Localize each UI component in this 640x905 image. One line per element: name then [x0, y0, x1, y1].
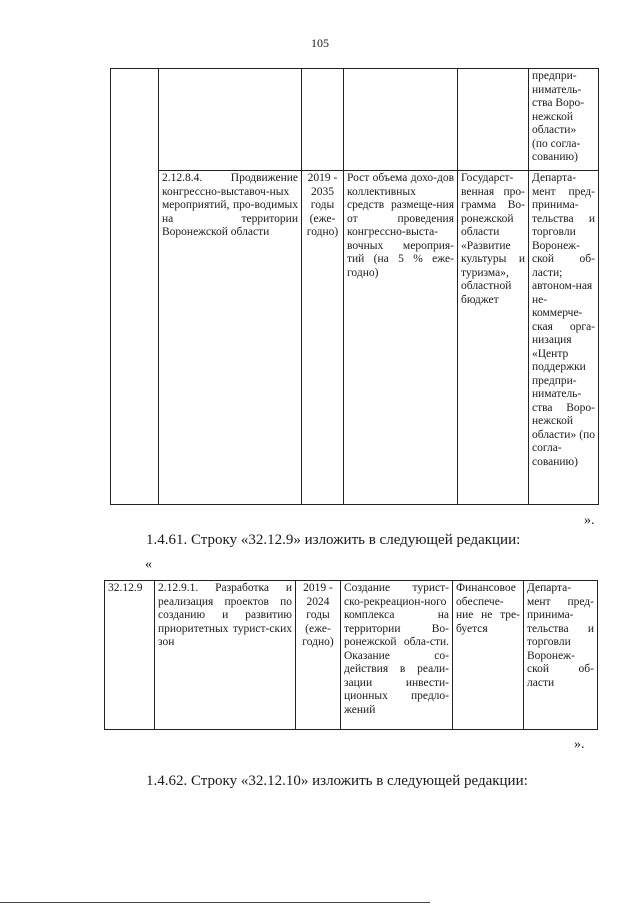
- table-cell-responsible: Департа-мент пред-принима-тельства и торговли Воронеж-ской об-ласти; автоном-ная не-коммерче-ская орга-низация «Центр поддержки предпри-ниматель-ства Воро-нежской области» (по согла-сованию): [529, 171, 599, 505]
- table-cell-financing: Государст-венная про-грамма Во-ронежской области «Развитие культуры и туризма», областной бюджет: [458, 171, 529, 505]
- table-cell: [458, 69, 529, 171]
- closing-quote: ».: [584, 513, 595, 528]
- table-cell-period: 2019 - 2024 годы (еже-годно): [296, 581, 341, 730]
- table-cell-financing: Финансовое обеспече-ние не тре-буется: [453, 581, 524, 730]
- table-cell-period: 2019 - 2035 годы (еже-годно): [302, 171, 344, 505]
- paragraph-1-4-61: 1.4.61. Строку «32.12.9» изложить в следующей редакции:: [146, 532, 521, 548]
- table-row: [105, 581, 598, 730]
- table-cell-result: Рост объема дохо-дов коллективных средств размеще-ния от проведения конгрессно-выста-вочных мероприя-тий (на 5 % еже-годно): [344, 171, 458, 505]
- opening-quote: «: [145, 557, 152, 572]
- table-row: [111, 171, 599, 505]
- table-cell: [302, 69, 344, 171]
- table-cell-responsible: Департа-мент пред-принима-тельства и торговли Воронеж-ской об-ласти: [524, 581, 598, 730]
- closing-quote-2: ».: [574, 737, 585, 752]
- table-row-32-12-9: [104, 580, 598, 730]
- table-continuation: [110, 68, 599, 505]
- footer-divider: [0, 902, 430, 903]
- table-cell-responsible: предпри- ниматель- ства Воро- нежской области» (по согла- сованию): [529, 69, 599, 171]
- table-cell-event: 2.12.8.4. Продвижение конгрессно-выставоч-ных мероприятий, про-водимых на территории Воронежской области: [159, 171, 302, 505]
- table-cell: [159, 69, 302, 171]
- table-row: [111, 69, 599, 171]
- table-cell-event: 2.12.9.1. Разработка и реализация проектов по созданию и развитию приоритетных турист-ских зон: [155, 581, 296, 730]
- page-number: 105: [311, 36, 329, 50]
- table-cell-result: Создание турист-ско-рекреацион-ного комплекса на территории Во-ронежской обла-сти. Оказание со-действия в реали-зации инвести-ционных предло-жений: [341, 581, 453, 730]
- table-cell-code-empty: [111, 69, 159, 505]
- paragraph-1-4-62: 1.4.62. Строку «32.12.10» изложить в следующей редакции:: [146, 773, 528, 789]
- table-cell-code: 32.12.9: [105, 581, 155, 730]
- table-cell: [344, 69, 458, 171]
